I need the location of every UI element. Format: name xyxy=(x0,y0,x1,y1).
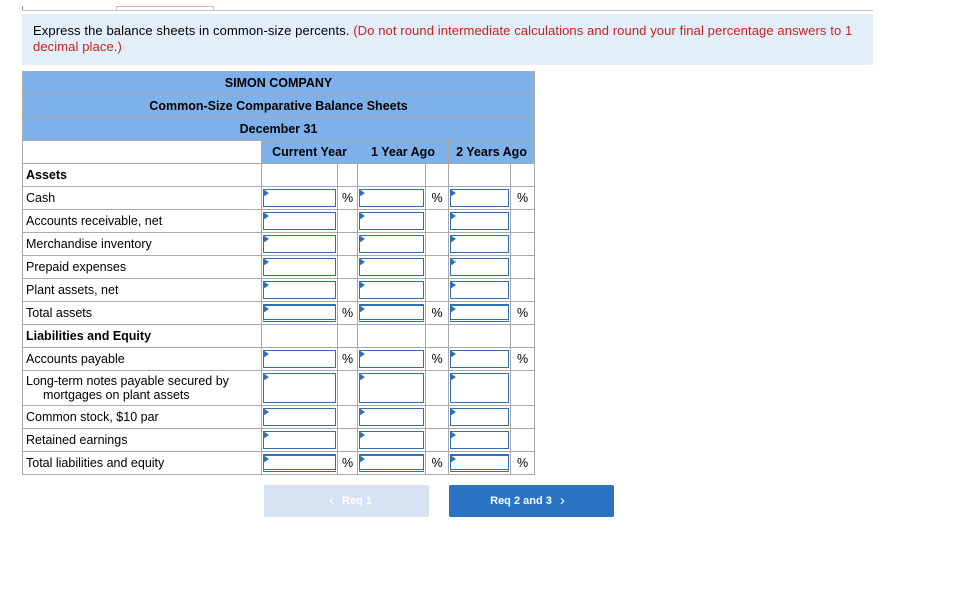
common-stock-current-year-input[interactable] xyxy=(262,406,338,429)
column-header-current-year: Current Year xyxy=(262,141,358,164)
row-total-assets xyxy=(23,302,535,325)
ap-1-year-ago-input[interactable] xyxy=(358,348,426,371)
percent-sign: % xyxy=(338,187,358,210)
section-row-assets xyxy=(23,164,535,187)
percent-sign: % xyxy=(511,187,535,210)
row-label-prepaid-expenses: Prepaid expenses xyxy=(23,256,262,279)
percent-sign: % xyxy=(338,348,358,371)
row-plant-assets xyxy=(23,279,535,302)
ar-1-year-ago-input[interactable] xyxy=(358,210,426,233)
row-label-common-stock: Common stock, $10 par xyxy=(23,406,262,429)
percent-sign: % xyxy=(426,348,449,371)
plant-current-year-input[interactable] xyxy=(262,279,338,302)
column-header-2-years-ago: 2 Years Ago xyxy=(449,141,535,164)
long-term-notes-line1: Long-term notes payable secured by xyxy=(26,374,229,388)
ap-current-year-input[interactable] xyxy=(262,348,338,371)
chevron-left-icon: ‹ xyxy=(329,491,335,509)
inventory-current-year-input[interactable] xyxy=(262,233,338,256)
cash-1-year-ago-input[interactable] xyxy=(358,187,426,210)
percent-sign: % xyxy=(338,452,358,475)
percent-sign: % xyxy=(511,348,535,371)
cash-2-years-ago-input[interactable] xyxy=(449,187,511,210)
long-term-notes-line2: mortgages on plant assets xyxy=(43,388,190,402)
percent-sign: % xyxy=(426,187,449,210)
row-label-cash: Cash xyxy=(23,187,262,210)
plant-1-year-ago-input[interactable] xyxy=(358,279,426,302)
statement-title: Common-Size Comparative Balance Sheets xyxy=(23,95,535,118)
next-req-2-and-3-button[interactable] xyxy=(449,485,614,517)
common-stock-1-year-ago-input[interactable] xyxy=(358,406,426,429)
prev-req-1-button[interactable] xyxy=(264,485,429,517)
section-row-liabilities xyxy=(23,325,535,348)
percent-sign: % xyxy=(511,452,535,475)
inventory-1-year-ago-input[interactable] xyxy=(358,233,426,256)
percent-sign: % xyxy=(426,302,449,325)
percent-sign: % xyxy=(426,452,449,475)
section-label-liabilities-equity: Liabilities and Equity xyxy=(23,325,262,348)
total-assets-1-year-ago-input[interactable] xyxy=(358,302,426,325)
row-common-stock xyxy=(23,406,535,429)
section-label-assets: Assets xyxy=(23,164,262,187)
prev-button-label: Req 1 xyxy=(342,495,372,507)
row-label-accounts-receivable: Accounts receivable, net xyxy=(23,210,262,233)
column-header-blank xyxy=(23,141,262,164)
plant-2-years-ago-input[interactable] xyxy=(449,279,511,302)
percent-sign: % xyxy=(511,302,535,325)
ap-2-years-ago-input[interactable] xyxy=(449,348,511,371)
company-name: SIMON COMPANY xyxy=(23,72,535,95)
row-label-plant-assets: Plant assets, net xyxy=(23,279,262,302)
common-stock-2-years-ago-input[interactable] xyxy=(449,406,511,429)
row-total-liabilities-equity xyxy=(23,452,535,475)
retained-current-year-input[interactable] xyxy=(262,429,338,452)
row-merchandise-inventory xyxy=(23,233,535,256)
inventory-2-years-ago-input[interactable] xyxy=(449,233,511,256)
row-label-retained-earnings: Retained earnings xyxy=(23,429,262,452)
ar-current-year-input[interactable] xyxy=(262,210,338,233)
instruction-box xyxy=(22,14,873,65)
total-assets-2-years-ago-input[interactable] xyxy=(449,302,511,325)
cash-current-year-input[interactable] xyxy=(262,187,338,210)
ar-2-years-ago-input[interactable] xyxy=(449,210,511,233)
row-label-long-term-notes xyxy=(23,371,262,406)
top-divider xyxy=(22,10,873,11)
next-button-label: Req 2 and 3 xyxy=(490,495,552,507)
prepaid-1-year-ago-input[interactable] xyxy=(358,256,426,279)
retained-1-year-ago-input[interactable] xyxy=(358,429,426,452)
total-le-2-years-ago-input[interactable] xyxy=(449,452,511,475)
row-label-total-assets: Total assets xyxy=(23,302,262,325)
prepaid-current-year-input[interactable] xyxy=(262,256,338,279)
instruction-note: (Do not round intermediate calculations and round your final percentage answers to 1 decimal place.) xyxy=(33,23,853,54)
chevron-right-icon: › xyxy=(559,491,565,509)
row-retained-earnings xyxy=(23,429,535,452)
balance-sheet-table xyxy=(22,71,535,475)
instruction-text: Express the balance sheets in common-size percents. xyxy=(33,23,354,38)
row-cash xyxy=(23,187,535,210)
total-le-1-year-ago-input[interactable] xyxy=(358,452,426,475)
row-accounts-receivable xyxy=(23,210,535,233)
column-header-1-year-ago: 1 Year Ago xyxy=(358,141,449,164)
row-prepaid-expenses xyxy=(23,256,535,279)
ltnp-1-year-ago-input[interactable] xyxy=(358,371,426,406)
statement-date: December 31 xyxy=(23,118,535,141)
retained-2-years-ago-input[interactable] xyxy=(449,429,511,452)
ltnp-current-year-input[interactable] xyxy=(262,371,338,406)
percent-sign: % xyxy=(338,302,358,325)
ltnp-2-years-ago-input[interactable] xyxy=(449,371,511,406)
row-long-term-notes xyxy=(23,371,535,406)
row-label-accounts-payable: Accounts payable xyxy=(23,348,262,371)
total-assets-current-year-input[interactable] xyxy=(262,302,338,325)
row-label-total-liabilities-equity: Total liabilities and equity xyxy=(23,452,262,475)
row-accounts-payable xyxy=(23,348,535,371)
prepaid-2-years-ago-input[interactable] xyxy=(449,256,511,279)
row-label-merchandise-inventory: Merchandise inventory xyxy=(23,233,262,256)
total-le-current-year-input[interactable] xyxy=(262,452,338,475)
